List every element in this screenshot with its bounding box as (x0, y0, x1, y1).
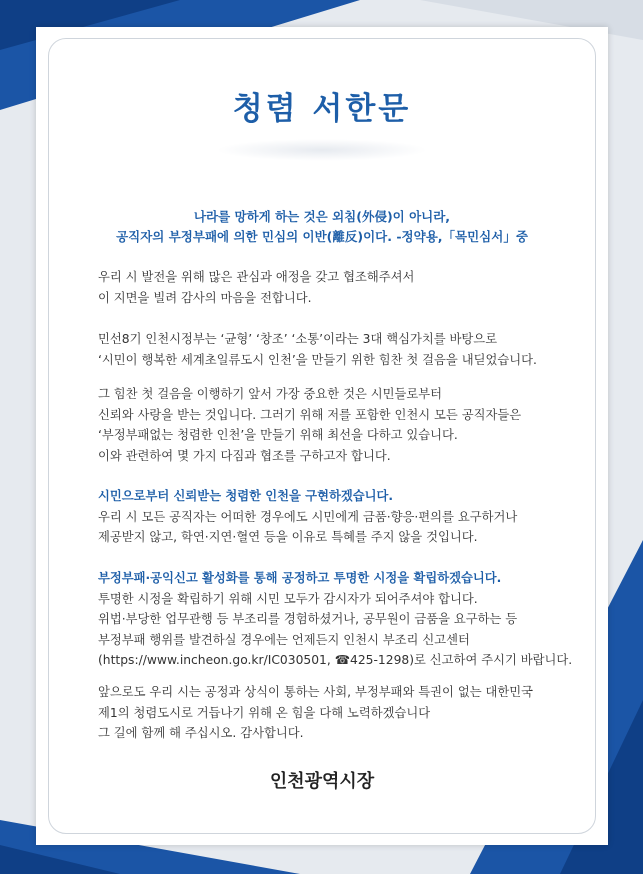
signature: 인천광역시장 (269, 771, 375, 792)
paragraph-line: 앞으로도 우리 시는 공정과 상식이 통하는 사회, 부정부패와 특권이 없는 대한민국 (98, 685, 533, 699)
paragraph-line: ‘시민이 행복한 세계초일류도시 인천’을 만들기 위한 힘찬 첫 걸음을 내딛었습니다. (98, 352, 537, 367)
paragraph-3 (98, 384, 588, 466)
paragraph-2 (98, 329, 588, 370)
title-shadow (216, 139, 428, 161)
letter-title: 청렴 서한문 (232, 91, 412, 127)
quote-line-1: 나라를 망하게 하는 것은 외침(外侵)이 아니라, (193, 209, 451, 224)
paragraph-5 (98, 568, 588, 671)
letter-card (36, 27, 608, 845)
paragraph-line: 부정부패 행위를 발견하실 경우에는 언제든지 인천시 부조리 신고센터 (98, 632, 470, 647)
paragraph-line: 그 힘찬 첫 걸음을 이행하기 앞서 가장 중요한 것은 시민들로부터 (98, 387, 443, 401)
paragraph-1 (98, 267, 588, 308)
section-heading-transparency: 부정부패·공익신고 활성화를 통해 공정하고 투명한 시정을 확립하겠습니다. (98, 571, 502, 585)
paragraph-line: 제공받지 않고, 학연·지연·혈연 등을 이유로 특혜를 주지 않을 것입니다. (98, 530, 478, 544)
paragraph-line: 우리 시 모든 공직자는 어떠한 경우에도 시민에게 금품·향응·편의를 요구하거나 (98, 509, 518, 524)
paragraph-line: ‘부정부패없는 청렴한 인천’을 만들기 위해 최선을 다하고 있습니다. (98, 428, 458, 442)
paragraph-line: 이와 관련하여 몇 가지 다짐과 협조를 구하고자 합니다. (98, 448, 391, 463)
paragraph-line: 그 길에 함께 해 주십시오. 감사합니다. (98, 726, 304, 740)
paragraph-4 (98, 486, 588, 548)
section-heading-trust: 시민으로부터 신뢰받는 청렴한 인천을 구현하겠습니다. (98, 489, 394, 503)
paragraph-line: 우리 시 발전을 위해 많은 관심과 애정을 갖고 협조해주셔서 (98, 270, 415, 284)
paragraph-line: 투명한 시정을 확립하기 위해 시민 모두가 감시자가 되어주셔야 합니다. (98, 591, 478, 606)
quote (56, 207, 588, 247)
quote-line-2: 공직자의 부정부패에 의한 민심의 이반(離反)이다. -정약용,「목민심서」중 (116, 229, 528, 244)
paragraph-line: 민선8기 인천시정부는 ‘균형’ ‘창조’ ‘소통’이라는 3대 핵심가치를 바탕으로 (98, 332, 498, 346)
paragraph-line: 이 지면을 빌려 감사의 마음을 전합니다. (98, 290, 312, 305)
paragraph-line: 신뢰와 사랑을 받는 것입니다. 그러기 위해 저를 포함한 인천시 모든 공직자들은 (98, 407, 522, 422)
paragraph-6 (98, 682, 588, 744)
paragraph-line: (https://www.incheon.go.kr/IC030501, ☎425-1298)로 신고하여 주시기 바랍니다. (98, 653, 573, 667)
paragraph-line: 제1의 청렴도시로 거듭나기 위해 온 힘을 다해 노력하겠습니다 (98, 705, 431, 720)
paragraph-line: 위법·부당한 업무관행 등 부조리를 경험하셨거나, 공무원이 금품을 요구하는 등 (98, 612, 518, 626)
